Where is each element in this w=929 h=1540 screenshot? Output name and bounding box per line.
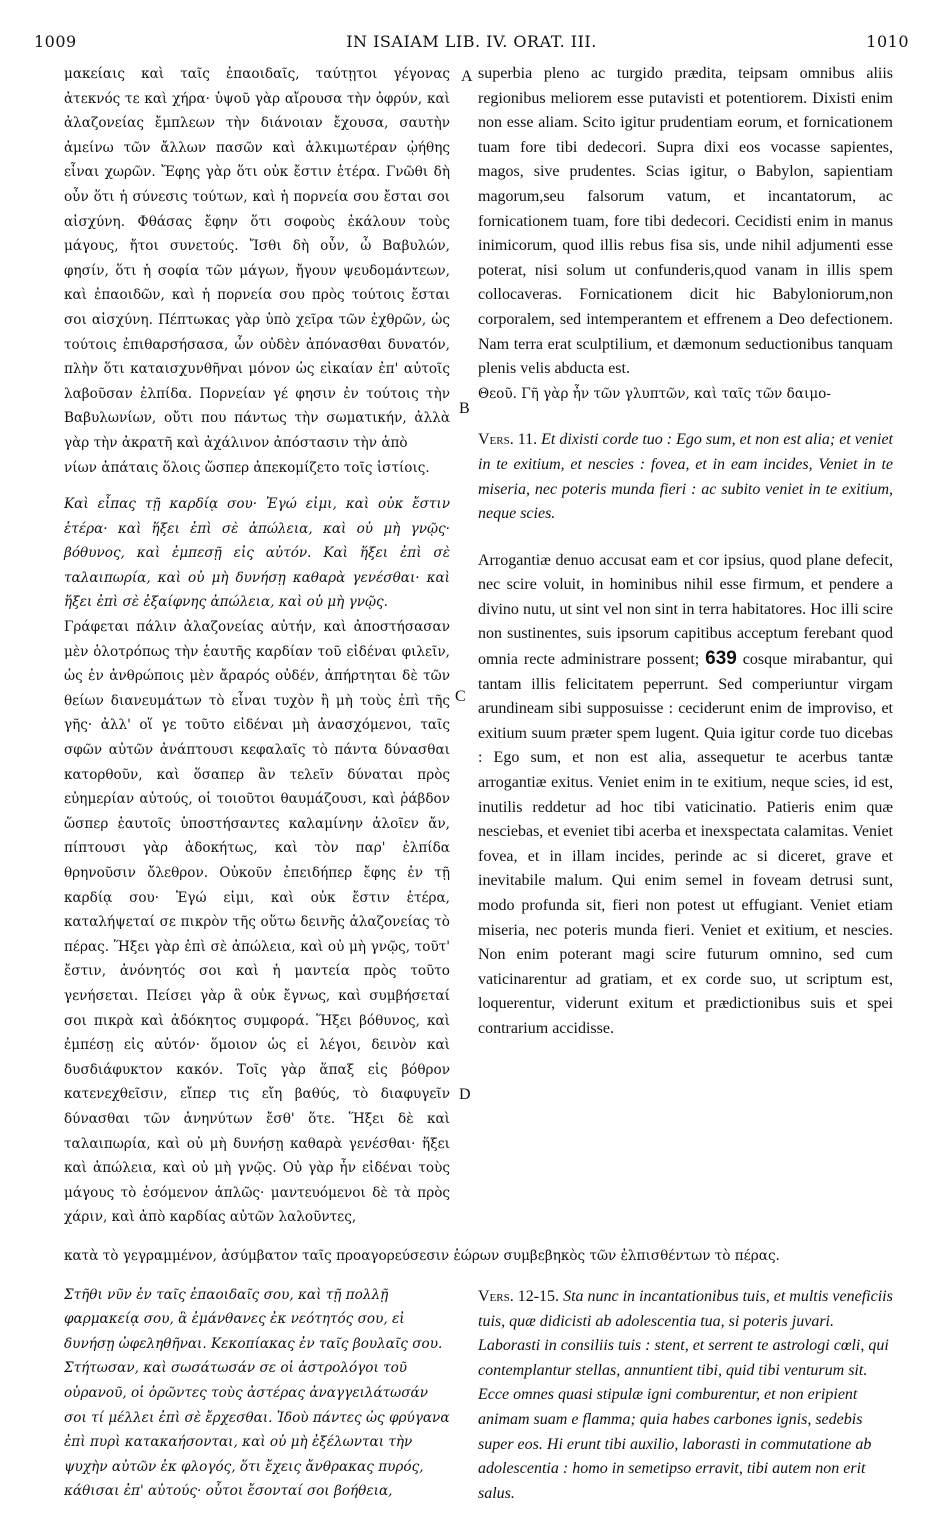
latin-commentary-verse-11: [478, 549, 893, 1042]
verse-12-label: Vers. 12-15.: [478, 1288, 560, 1305]
greek-lemma-verse-11: Καὶ εἶπας τῇ καρδίᾳ σου· Ἐγώ εἰμι, καὶ οὐκ ἔστιν ἑτέρα· καὶ ἥξει ἐπὶ σὲ ἀπώλεια, καὶ οὐ μὴ γνῷς· βόθυνος, καὶ ἐμπεσῇ εἰς αὐτόν. Καὶ ἥξει ἐπὶ σὲ ταλαιπωρία, καὶ οὐ μὴ δυνήσῃ καθαρὰ γενέσθαι· καὶ ἥξει ἐπὶ σὲ ἐξαίφνης ἀπώλεια, καὶ οὐ μὴ γνῷς.: [64, 496, 450, 611]
latin-paragraph-1: superbia pleno ac turgido prædita, teipsam omnibus aliis regionibus meliorem esse putavisti et potentiorem. Dixisti enim non esse aliam. Scito igitur prudentiam eorum, et fornicationem tuam fore tibi dedecori. Supra dixi eos vocasse sapientes, magos, sive prudentes. Scias igitur, o Babylon, sapientiam magorum,seu falsorum vatum, et incantatorum, ac fornicationem tuam, fore tibi dedecori. Cecidisti enim in manus inimicorum, quod illis rebus fisa sis, unde nihil adjumenti esse poterat, nisi solum ut confunderis,quod vanam in illis spem collocaveras. Fornicationem dicit hic Babyloniorum,non corporalem, sed intemperantem et effrenem a Deo defectionem. Nam terra erat sculptilium, et dæmonum seductionibus tanquam plenis velis abducta est.: [478, 65, 893, 378]
column-number: 639: [705, 648, 737, 670]
greek-lemma-verse-12-text: Στῆθι νῦν ἐν ταῖς ἐπαοιδαῖς σου, καὶ τῇ πολλῇ φαρμακείᾳ σου, ἃ ἐμάνθανες ἐκ νεότητός σου, εἰ δυνήσῃ ὠφεληθῆναι. Κεκοπίακας ἐν ταῖς βουλαῖς σου. Στήτωσαν, καὶ σωσάτωσάν σε οἱ ἀστρολόγοι τοῦ οὐρανοῦ, οἱ ὁρῶντες τοὺς ἀστέρας ἀναγγειλάτωσάν σοι τί μέλλει ἐπὶ σὲ ἔρχεσθαι. Ἰδοὺ πάντες ὡς φρύγανα ἐπὶ πυρὶ κατακαήσονται, καὶ οὐ μὴ ἐξέλωνται τὴν ψυχὴν αὐτῶν ἐκ φλογός, ὅτι ἔχεις ἄνθρακας πυρός, κάθισαι ἐπ' αὐτούς· οὗτοι ἔσονταί σοι βοήθεια,: [64, 1286, 450, 1500]
greek-lemma-verse-12: [64, 1269, 450, 1518]
section-marker-b: B: [459, 400, 470, 417]
latin-lemma-verse-12-text: [478, 1285, 893, 1506]
section-marker-d: D: [459, 1086, 471, 1103]
latin-lemma-verse-11: [478, 428, 893, 526]
verse-11-text: Et dixisti corde tuo : Ego sum, et non est alia; et veniet in te exitium, et nescies : fovea, et in eam incides, Veniet in te miseria, nec poteris munda fieri : ac subito veniet in te exitium, neque scies.: [478, 431, 893, 523]
verse-12-text: Sta nunc in incantationibus tuis, et multis veneficiis tuis, quæ didicisti ab adolescentia tua, si poteris juvari. Laborasti in consiliis tuis : stent, et serrent te astrologi cœli, qui contemplantur stellas, annuntient tibi, quid tibi venturum sit. Ecce omnes quasi stipulæ igni comburentur, et non eripient animam suam e flamma; quia habes carbones ignis, sedebis super eos. Hi erunt tibi auxilio, laborasti in commutatione ab adolescentia : homo in semetipso erravit, tibi autem non erit salus.: [478, 1288, 893, 1502]
greek-paragraph-1-tail: νίων ἀπάταις ὅλοις ὥσπερ ἀπεκομίζετο τοῖς ἱστίοις.: [64, 459, 430, 476]
page-number-left: 1009: [34, 32, 77, 51]
greek-overflow-line: Θεοῦ. Γῆ γὰρ ἦν τῶν γλυπτῶν, καὶ ταῖς τῶν δαιμο-: [478, 385, 831, 402]
page-number-right: 1010: [866, 32, 909, 51]
latin-column: [478, 62, 893, 1042]
greek-column: [64, 62, 450, 1230]
verse-11-label: Vers. 11.: [478, 431, 538, 449]
running-header: [34, 32, 909, 54]
greek-commentary-verse-11: Γράφεται πάλιν ἀλαζονείας αὐτήν, καὶ ἀποστήσασαν μὲν ὁλοτρόπως τὴν ἑαυτῆς καρδίαν τοῦ εἰδέναι φιλεῖν, ὡς ἐν ἀνθρώποις μὲν ἄραρός οὐδέν, ἀπήρτηται δὲ τῶν θείων διανευμάτων τὸ εἶναι τυχὸν ἢ μὴ τοὺς ἐπὶ τῆς γῆς· ἀλλ' οἵ γε τοῦτο εἰδέναι μὴ ἀνασχόμενοι, ταῖς σφῶν αὐτῶν ἀνάπτουσι κεφαλαῖς τὸ πάντα δύνασθαι κατορθοῦν, καὶ ὅσαπερ ἂν τελεῖν δύναται πρὸς εὐημερίαν αὐτούς, οἱ τοιοῦτοι θαυμάζουσι, καὶ ῥάβδον ὥσπερ ἑαυτοῖς ὑποστήσαντες καλαμίνην ἁλοῖεν ἄν, πίπτουσι γὰρ ἀδοκήτως, καὶ τὸν παρ' ἐλπίδα θρηνοῦσιν ὄλεθρον. Οὐκοῦν ἐπειδήπερ ἔφης ἐν τῇ καρδίᾳ σου· Ἐγώ εἰμι, καὶ οὐκ ἔστιν ἑτέρα, καταλήψεταί σε πικρὸν τῆς οὕτω δεινῆς ἀλαζονείας τὸ πέρας. Ἥξει γὰρ ἐπὶ σὲ ἀπώλεια, καὶ οὐ μὴ γνῷς, τοῦτ' ἔστιν, ἀνόνητός σοι καὶ ἡ μαντεία πρὸς τοῦτο γενήσεται. Πείσει γὰρ ἃ οὐκ ἔγνως, καὶ συμβήσεταί σοι πικρὰ καὶ ἀδόκητος συμφορά. Ἥξει βόθυνος, καὶ ἐμπέσῃ εἰς αὐτόν· ὅμοιον ὡς εἰ λέγοι, δεινὸν καὶ δυσδιάφυκτον κακόν. Τοῖς γὰρ ἅπαξ εἰς βόθρον κατενεχθεῖσιν, εἴπερ τις εἴη βαθύς, τὸ διαφυγεῖν δύνασθαι τῶν ἀνηνύτων ἔσθ' ὅτε. Ἥξει δὲ καὶ ταλαιπωρία, καὶ οὐ μὴ δυνήσῃ καθαρὰ γενέσθαι· ἥξει καὶ ἀπώλεια, καὶ οὐ μὴ γνῷς. Οὐ γὰρ ἦν εἰδέναι τοὺς μάγους τὸ ἐσόμενον ἁπλῶς· μαντευόμενοι δὲ τὰ πρὸς χάριν, καὶ ἀπὸ καρδίας αὐτῶν λαλοῦντες,: [64, 619, 450, 1226]
running-title: IN ISAIAM LIB. IV. ORAT. III.: [346, 32, 597, 51]
section-marker-c: C: [455, 688, 466, 705]
latin-commentary-part-2: cosque mirabantur, qui tantam illis felicitatem peperrunt. Sed comperiuntur virgam arundineam sibi supposuisse : ceciderunt enim de improviso, et exitium suum præter spem lugent. Quia igitur corde tuo dicebas : Ego sum, et non est alia, assequetur te acerbus tantæ arrogantiæ exitus. Veniet enim in te exitium, neque scies, id est, inutilis reddetur ad hoc tibi vaticinatio. Patieris enim quæ nesciebas, et eveniet tibi acerba et inexspectata calamitas. Veniet fovea, et in illam incides, perinde ac si diceret, grave et inevitabile malum. Qui enim semel in foveam detrusi sunt, modo profunda sit, fieri non potest ut effugiant. Veniet etiam miseria, nec poteris munda fieri. Veniet et exitium, et nescies. Non enim poterant magi scire futurum omnino, sed cum vaticinarentur ad gratiam, et ex corde suo, ut scriptum est, loquerentur, viderunt exitum et prædictionibus suis et spei contrarium accidisse.: [478, 651, 894, 1037]
latin-commentary-part-1: Arrogantiæ denuo accusat eam et cor ipsius, quod plane defecit, nec scire voluit, in hominibus nihil esse firmum, et pendere a divino nutu, ut sint vel non sint in terra habitatores. Hoc illi scire non sustinentes, suis ipsorum capitibus acceptum ferebant quod omnia recte administrare possent;: [478, 551, 893, 669]
latin-lemma-verse-12: [478, 1269, 893, 1522]
spanning-greek-line: κατὰ τὸ γεγραμμένον, ἀσύμβατον ταῖς προαγορεύσεσιν ἑώρων συμβεβηκὸς τῶν ἐλπισθέντων τὸ πέρας.: [64, 1248, 780, 1264]
section-marker-a: A: [461, 68, 473, 85]
greek-paragraph-1: μακείαις καὶ ταῖς ἐπαοιδαῖς, ταύτῃτοι γέγονας ἀτεκνός τε καὶ χήρα· ὑψοῦ γὰρ αἴρουσα τὴν ὀφρύν, καὶ ἀλαζονείας ἔμπλεων τὴν διάνοιαν ἔχουσα, σαυτὴν ἀμείνω τῶν ἄλλων πασῶν καὶ ἀλκιμωτέραν ᾠήθης εἶναι χωρῶν. Ἔφης γὰρ ὅτι οὐκ ἔστιν ἑτέρα. Γνῶθι δὴ οὖν ὅτι ἡ σύνεσις τούτων, καὶ ἡ πορνεία σου ἔσται σοι αἰσχύνη. Φθάσας ἔφην ὅτι σοφοὺς ἐκάλουν τοὺς μάγους, ἤτοι συνετούς. Ἴσθι δὴ οὖν, ὦ Βαβυλών, φησίν, ὅτι ἡ σοφία τῶν μάγων, ἤγουν ψευδομάντεων, καὶ ἐπαοιδῶν, καὶ ἡ πορνεία σου πρὸς τούτοις ἔσται σοι αἰσχύνη. Πέπτωκας γὰρ ὑπὸ χεῖρα τῶν ἐχθρῶν, ὡς τούτοις ἐπιθαρσήσασα, ὧν οὐδὲν ἀπόνασθαι δυνατόν, πλὴν ὅτι καταισχυνθῆναι μόνον ὡς εἰκαίαν ἐπ' αὐτοῖς λαβοῦσαν ἐλπίδα. Πορνείαν γέ φησιν ἐν τούτοις τὴν Βαβυλωνίων, οὔτι που πάντως τὴν σωματικήν, ἀλλὰ γὰρ τὴν ἀκρατῆ καὶ ἀχάλινον ἀπόστασιν τὴν ἀπὸ: [64, 66, 450, 451]
